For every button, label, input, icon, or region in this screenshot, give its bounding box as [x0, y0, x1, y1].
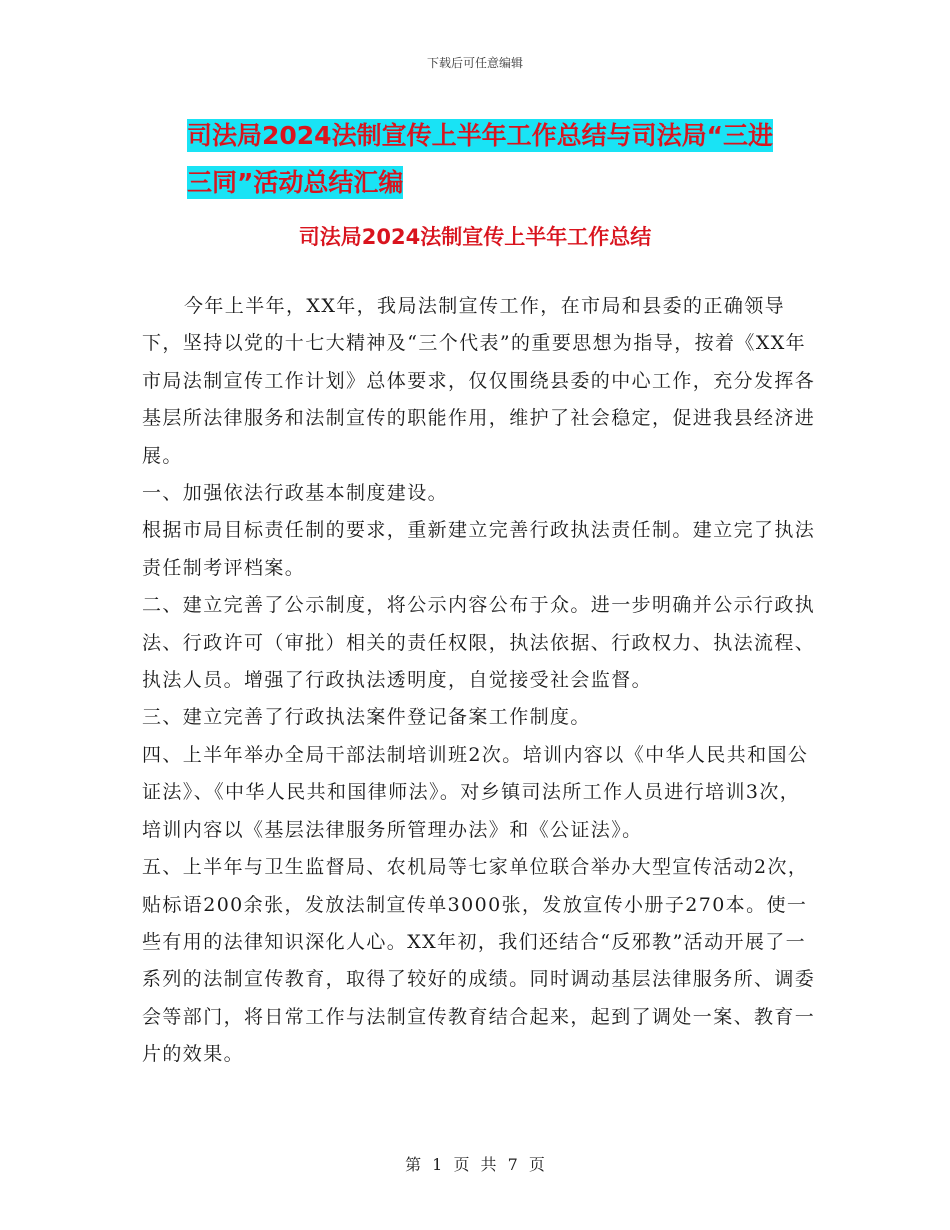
paragraph-item-2: 二、建立完善了公示制度，将公示内容公布于众。进一步明确并公示行政执法、行政许可（审批）相关的责任权限，执法依据、行政权力、执法流程、执法人员。增强了行政执法透明度，自觉接受社会监督。	[142, 594, 816, 692]
title-line-1: 司法局2024法制宣传上半年工作总结与司法局“三进	[187, 121, 774, 150]
document-body	[142, 288, 818, 1074]
page-number-footer: 第 1 页 共 7 页	[405, 1155, 545, 1174]
paragraph-item-1-body: 根据市局目标责任制的要求，重新建立完善行政执法责任制。建立完了执法责任制考评档案。	[142, 519, 816, 579]
header-note: 下载后可任意编辑	[426, 56, 523, 70]
paragraph-intro: 今年上半年，XX年，我局法制宣传工作，在市局和县委的正确领导下，坚持以党的十七大精神及“三个代表”的重要思想为指导，按着《XX年市局法制宣传工作计划》总体要求，仅仅围绕县委的中心工作，充分发挥各基层所法律服务和法制宣传的职能作用，维护了社会稳定，促进我县经济进展。	[142, 295, 816, 467]
title-line-2: 三同”活动总结汇编	[187, 168, 404, 197]
paragraph-item-3: 三、建立完善了行政执法案件登记备案工作制度。	[142, 706, 591, 729]
document-title	[187, 112, 807, 206]
paragraph-item-5: 五、上半年与卫生监督局、农机局等七家单位联合举办大型宣传活动2次，贴标语200余张，发放法制宣传单3000张，发放宣传小册子270本。使一些有用的法律知识深化人心。XX年初，我们还结合“反邪教”活动开展了一系列的法制宣传教育，取得了较好的成绩。同时调动基层法律服务所、调委会等部门，将日常工作与法制宣传教育结合起来，起到了调处一案、教育一片的效果。	[142, 856, 816, 1066]
section-title: 司法局2024法制宣传上半年工作总结	[298, 225, 652, 249]
paragraph-item-4: 四、上半年举办全局干部法制培训班2次。培训内容以《中华人民共和国公证法》、《中华人民共和国律师法》。对乡镇司法所工作人员进行培训3次，培训内容以《基层法律服务所管理办法》和《公证法》。	[142, 743, 809, 841]
paragraph-item-1-heading: 一、加强依法行政基本制度建设。	[142, 482, 449, 505]
